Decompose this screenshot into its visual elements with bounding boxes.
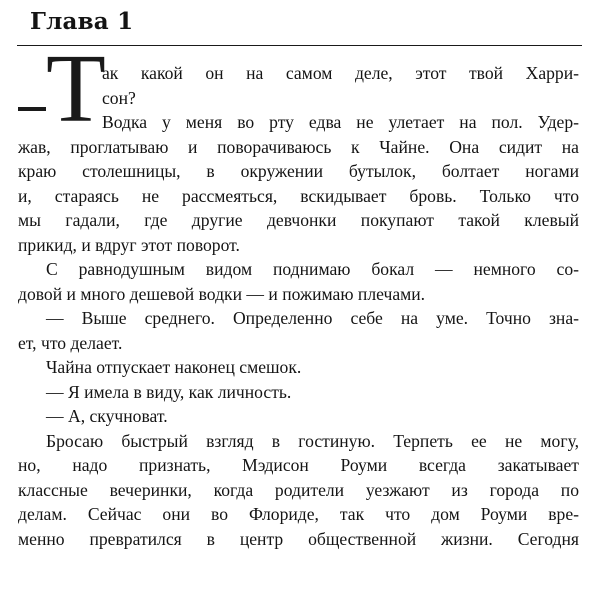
- body-text: [18, 61, 579, 551]
- text-line: Бросаю быстрый взгляд в гостиную. Терпеть ее не могу,: [46, 430, 579, 451]
- text-line: но, надо признать, Мэдисон Роуми всегда закатывает: [18, 455, 579, 475]
- text-line: Водка у меня во рту едва не улетает на пол. Удер-: [102, 112, 579, 132]
- text-line: прикид, и вдруг этот поворот.: [18, 234, 240, 255]
- text-line: классные вечеринки, когда родители уезжают из города по: [18, 479, 579, 500]
- text-line: — Выше среднего. Определенно себе на уме. Точно зна-: [46, 308, 579, 328]
- text-line: С равнодушным видом поднимаю бокал — немного со-: [46, 259, 579, 279]
- text-line: довой и много дешевой водки — и пожимаю плечами.: [18, 283, 426, 304]
- text-line: — А, скучноват.: [46, 406, 168, 426]
- text-line: ет, что делает.: [18, 332, 123, 353]
- text-line: — Я имела в виду, как личность.: [46, 381, 292, 402]
- text-line: делам. Сейчас они во Флориде, так что дом Роуми вре-: [18, 504, 579, 524]
- book-page: [14, 0, 581, 612]
- dropcap-letter: Т: [46, 35, 106, 143]
- text-line: сон?: [102, 87, 136, 108]
- text-line: краю столешницы, в окружении бутылок, болтает ногами: [18, 161, 579, 181]
- text-line: и, стараясь не рассмеяться, вскидывает бровь. Только что: [18, 185, 579, 206]
- text-line: менно превратился в центр общественной жизни. Сегодня: [18, 528, 579, 549]
- chapter-title: Глава 1: [30, 8, 134, 35]
- text-line: Чайна отпускает наконец смешок.: [46, 357, 302, 377]
- text-line: жав, проглатываю и поворачиваюсь к Чайне. Она сидит на: [18, 136, 579, 157]
- text-line: мы гадали, где другие девчонки покупают такой клевый: [18, 210, 579, 230]
- text-line: ак какой он на самом деле, этот твой Харри-: [102, 63, 579, 83]
